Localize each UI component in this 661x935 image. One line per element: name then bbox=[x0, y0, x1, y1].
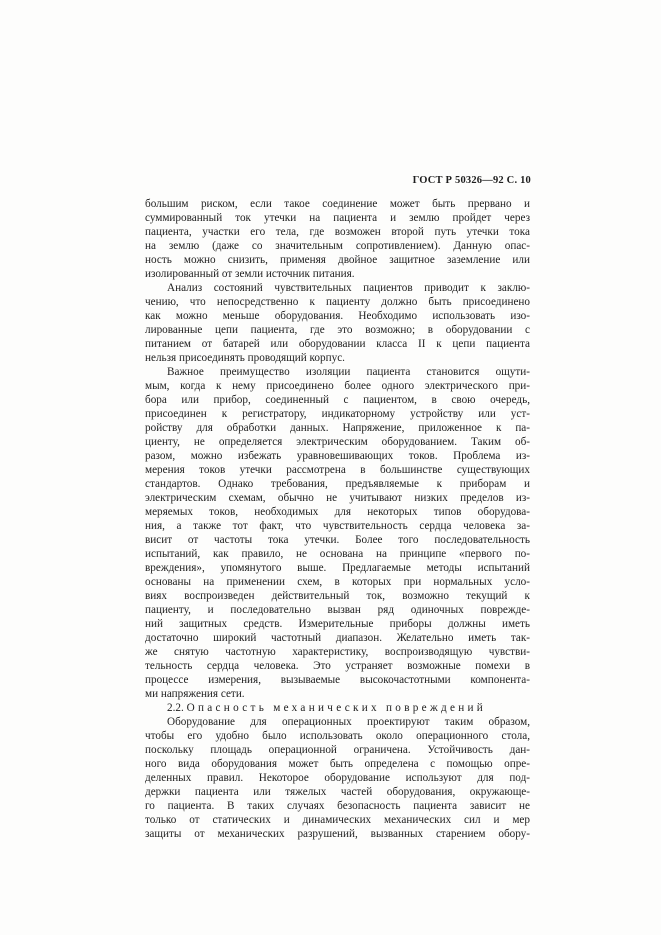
text-line: го пациента. В таких случаях безопасность пациента зависит не bbox=[145, 800, 530, 812]
section-heading bbox=[145, 701, 530, 715]
text-line: мым, когда к нему присоединено более одного электрического при- bbox=[145, 380, 530, 392]
text-line: тельность сердца человека. Это устраняет возможные помехи в bbox=[145, 660, 530, 672]
text-line: ного вида оборудования может быть определена с помощью опре- bbox=[145, 758, 530, 770]
text-line: ройству для обработки данных. Напряжение, приложенное к па- bbox=[145, 422, 530, 434]
body-text bbox=[145, 197, 530, 841]
text-line: ния, а также тот факт, что чувствительность сердца человека за- bbox=[145, 520, 530, 532]
text-line: ний защитных средств. Измерительные приборы должны иметь bbox=[145, 618, 530, 630]
text-line: как можно меньше оборудования. Необходимо использовать изо- bbox=[145, 310, 530, 322]
text-line: разом, можно избежать уравновешивающих токов. Проблема из- bbox=[145, 450, 530, 462]
text-line: Анализ состояний чувствительных пациентов приводит к заклю- bbox=[167, 282, 530, 294]
text-line: ми напряжения сети. bbox=[145, 688, 245, 700]
paragraph-2 bbox=[145, 281, 530, 365]
text-line: бора или прибор, соединенный с пациентом, в свою очередь, bbox=[145, 394, 530, 406]
paragraph-4 bbox=[145, 715, 530, 841]
text-line: стандартов. Однако требования, предъявляемые к приборам и bbox=[145, 478, 530, 490]
text-line: Оборудование для операционных проектируют таким образом, bbox=[167, 716, 530, 728]
page-header: ГОСТ Р 50326—92 С. 10 bbox=[412, 175, 531, 186]
section-number: 2.2. bbox=[167, 702, 184, 714]
text-line: суммированный ток утечки на пациента и землю пройдет через bbox=[145, 212, 530, 224]
text-line: вреждения», упомянутого выше. Предлагаемые методы испытаний bbox=[145, 562, 530, 574]
text-line: только от статических и динамических механических сил и мер bbox=[145, 814, 530, 826]
paragraph-1 bbox=[145, 197, 530, 281]
text-line: держки пациента или тяжелых частей оборудования, окружающе- bbox=[145, 786, 530, 798]
text-line: мерения токов утечки рассмотрена в большинстве существующих bbox=[145, 464, 530, 476]
text-line: деленных правил. Некоторое оборудование используют для под- bbox=[145, 772, 530, 784]
text-line: процессе измерения, вызываемые высокочастотными компонента- bbox=[145, 674, 530, 686]
text-line: пациенту, и последовательно вызван ряд одиночных поврежде- bbox=[145, 604, 530, 616]
text-line: ность можно снизить, применяя двойное защитное заземление или bbox=[145, 254, 530, 266]
text-line: виях воспроизведен действительный ток, возможно текущий к bbox=[145, 590, 530, 602]
text-line: лированные цепи пациента, где это возможно; в оборудовании с bbox=[145, 324, 530, 336]
text-line: чению, что непосредственно к пациенту должно быть присоединено bbox=[145, 296, 530, 308]
text-line: большим риском, если такое соединение может быть прервано и bbox=[145, 198, 530, 210]
text-line: же снятую частотную характеристику, воспроизводящую чувстви- bbox=[145, 646, 530, 658]
text-line: пациента, участки его тела, где возможен второй путь утечки тока bbox=[145, 226, 530, 238]
text-line: питанием от батарей или оборудовании класса II к цепи пациента bbox=[145, 338, 530, 350]
text-line: испытаний, как правило, не основана на принципе «первого по- bbox=[145, 548, 530, 560]
text-line: защиты от механических разрушений, вызванных старением обору- bbox=[145, 828, 530, 840]
text-line: циенту, не определяется электрическим оборудованием. Таким об- bbox=[145, 436, 530, 448]
text-line: висит от частоты тока утечки. Более того последовательность bbox=[145, 534, 530, 546]
text-line: нельзя присоединять проводящий корпус. bbox=[145, 352, 345, 364]
text-line: Важное преимущество изоляции пациента становится ощути- bbox=[167, 366, 530, 378]
section-title: Опасность механических повреждений bbox=[186, 702, 487, 714]
text-line: меряемых токов, необходимых для некоторых типов оборудова- bbox=[145, 506, 530, 518]
text-line: поскольку площадь операционной ограничена. Устойчивость дан- bbox=[145, 744, 530, 756]
text-line: на землю (даже со значительным сопротивлением). Данную опас- bbox=[145, 240, 530, 252]
text-line: достаточно широкий частотный диапазон. Желательно иметь так- bbox=[145, 632, 530, 644]
text-line: чтобы его удобно было использовать около операционного стола, bbox=[145, 730, 530, 742]
text-line: присоединен к регистратору, индикаторному устройству или уст- bbox=[145, 408, 530, 420]
text-line: электрическим схемам, обычно не учитывают низких пределов из- bbox=[145, 492, 530, 504]
text-line: основаны на применении схем, в которых при нормальных усло- bbox=[145, 576, 530, 588]
paragraph-3 bbox=[145, 365, 530, 701]
text-line: изолированный от земли источник питания. bbox=[145, 268, 355, 280]
